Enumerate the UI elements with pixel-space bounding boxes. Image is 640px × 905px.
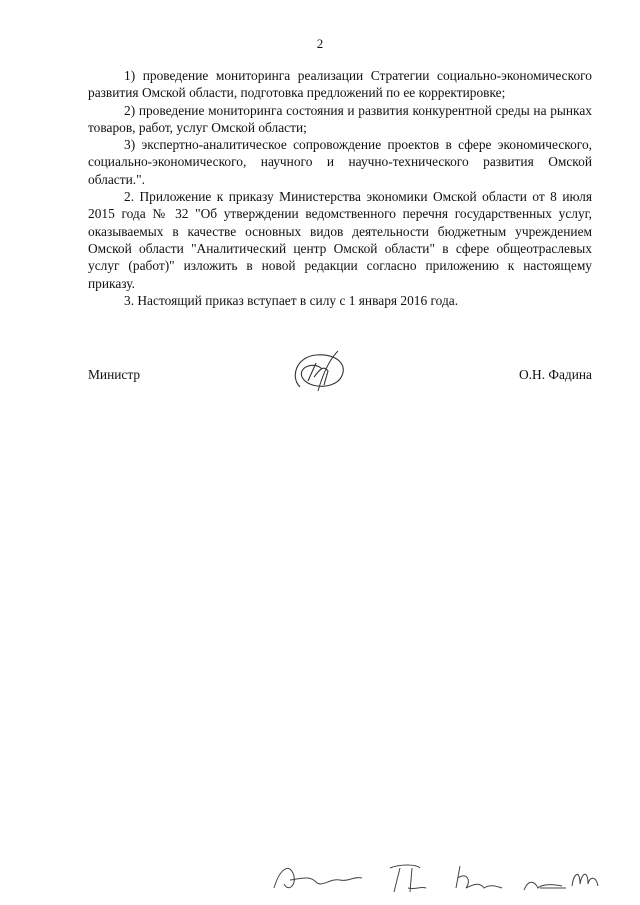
paragraph-section-3: 3. Настоящий приказ вступает в силу с 1 января 2016 года.	[124, 292, 459, 308]
signatory-name: О.Н. Фадина	[519, 367, 592, 382]
signatory-title: Министр	[88, 367, 141, 382]
paragraph-item-2: 2) проведение мониторинга состояния и развития конкурентной среды на рынках товаров, работ, услуг Омской области;	[88, 102, 592, 135]
document-body	[88, 67, 592, 309]
paragraph-item-3: 3) экспертно-аналитическое сопровождение проектов в сфере экономического, социально-экономического, научного и научно-технического развития Омской области.".	[88, 137, 592, 187]
paragraph-item-1: 1) проведение мониторинга реализации Стратегии социально-экономического развития Омской области, подготовка предложений по ее корректировке;	[88, 68, 592, 101]
approval-signatures	[270, 858, 600, 898]
handwritten-signature	[288, 347, 358, 397]
paragraph-section-2: 2. Приложение к приказу Министерства экономики Омской области от 8 июля 2015 года № 32 "Об утверждении ведомственного перечня государственных услуг, оказываемых в качестве основных видов деятельности бюджетным учреждением Омской области "Аналитический центр Омской области" в сфере общеотраслевых услуг (работ)" изложить в новой редакции согласно приложению к настоящему приказу.	[88, 189, 592, 291]
page-number: 2	[316, 36, 324, 51]
signature-block	[88, 361, 592, 401]
